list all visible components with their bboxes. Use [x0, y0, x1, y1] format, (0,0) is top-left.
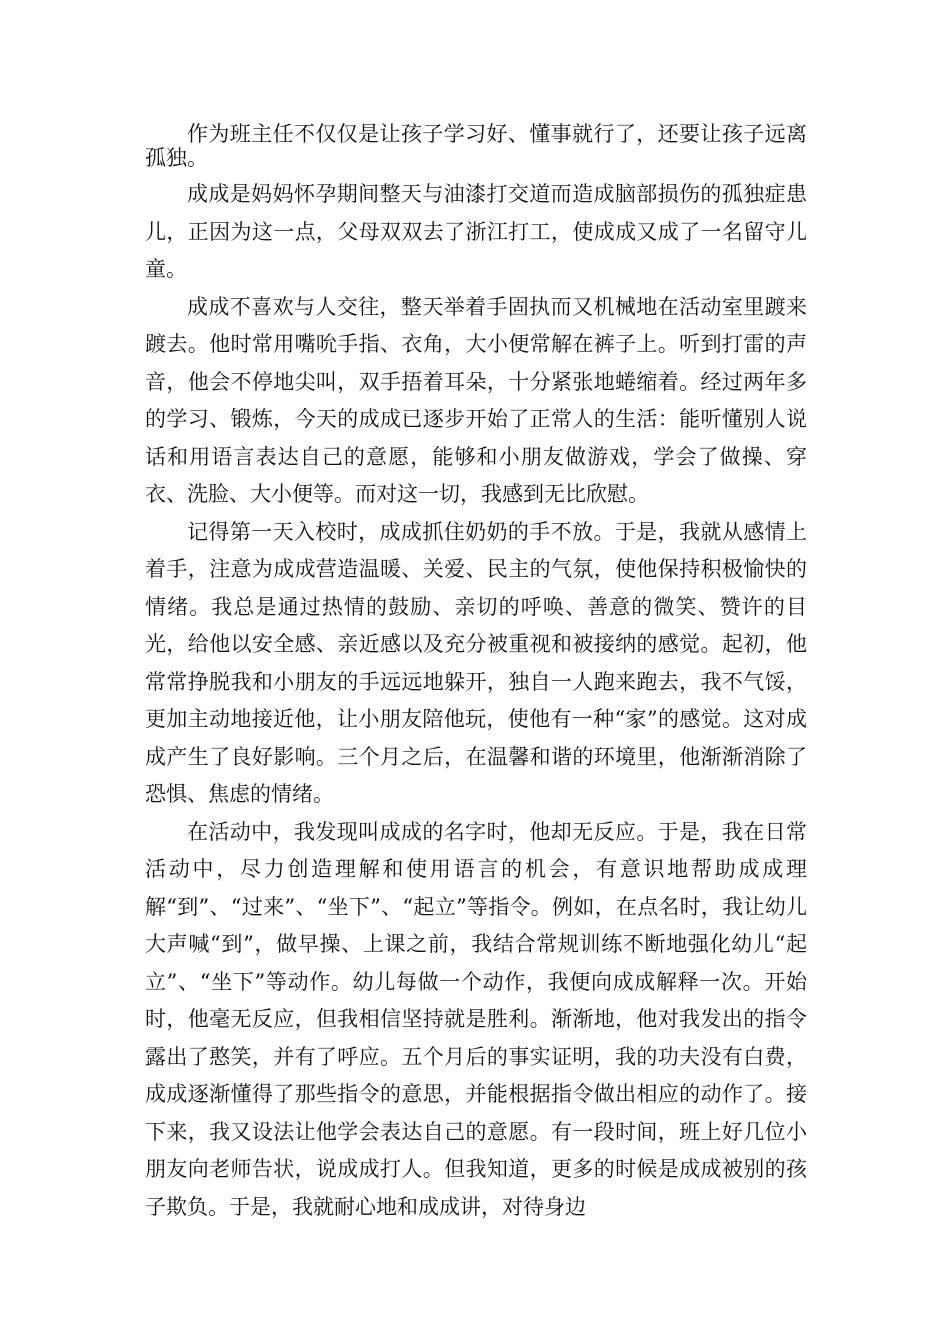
- paragraph-first-day: 记得第一天入校时，成成抓住奶奶的手不放。于是，我就从感情上着手，注意为成成营造温暖、关爱、民主的气氛，使他保持积极愉快的情绪。我总是通过热情的鼓励、亲切的呼唤、善意的微笑、赞许的目光，给他以安全感、亲近感以及充分被重视和被接纳的感觉。起初，他常常挣脱我和小朋友的手远远地躲开，独自一人跑来跑去，我不气馁，更加主动地接近他，让小朋友陪他玩，使他有一种“家”的感觉。这对成成产生了良好影响。三个月之后，在温馨和谐的环境里，他渐渐消除了恐惧、焦虑的情绪。: [145, 519, 807, 806]
- paragraph-activities: 在活动中，我发现叫成成的名字时，他却无反应。于是，我在日常活动中，尽力创造理解和使用语言的机会，有意识地帮助成成理解“到”、“过来”、“坐下”、“起立”等指令。例如，在点名时，我让幼儿大声喊“到”，做早操、上课之前，我结合常规训练不断地强化幼儿“起立”、“坐下”等动作。幼儿每做一个动作，我便向成成解释一次。开始时，他毫无反应，但我相信坚持就是胜利。渐渐地，他对我发出的指令露出了憨笑，并有了呼应。五个月后的事实证明，我的功夫没有白费，成成逐渐懂得了那些指令的意思，并能根据指令做出相应的动作了。接下来，我又设法让他学会表达自己的意愿。有一段时间，班上好几位小朋友向老师告状，说成成打人。但我知道，更多的时候是成成被别的孩子欺负。于是，我就耐心地和成成讲，对待身边: [145, 819, 807, 1219]
- body-text: [145, 122, 807, 1226]
- paragraph-background: 成成是妈妈怀孕期间整天与油漆打交道而造成脑部损伤的孤独症患儿，正因为这一点，父母双双去了浙江打工，使成成又成了一名留守儿童。: [145, 182, 807, 281]
- paragraph-behavior: 成成不喜欢与人交往，整天举着手固执而又机械地在活动室里踱来踱去。他时常用嘴吮手指、衣角，大小便常解在裤子上。听到打雷的声音，他会不停地尖叫，双手捂着耳朵，十分紧张地蜷缩着。经过两年多的学习、锻炼，今天的成成已逐步开始了正常人的生活：能听懂别人说话和用语言表达自己的意愿，能够和小朋友做游戏，学会了做操、穿衣、洗脸、大小便等。而对这一切，我感到无比欣慰。: [145, 294, 807, 506]
- paragraph-intro: 作为班主任不仅仅是让孩子学习好、懂事就行了，还要让孩子远离孤独。: [145, 122, 807, 170]
